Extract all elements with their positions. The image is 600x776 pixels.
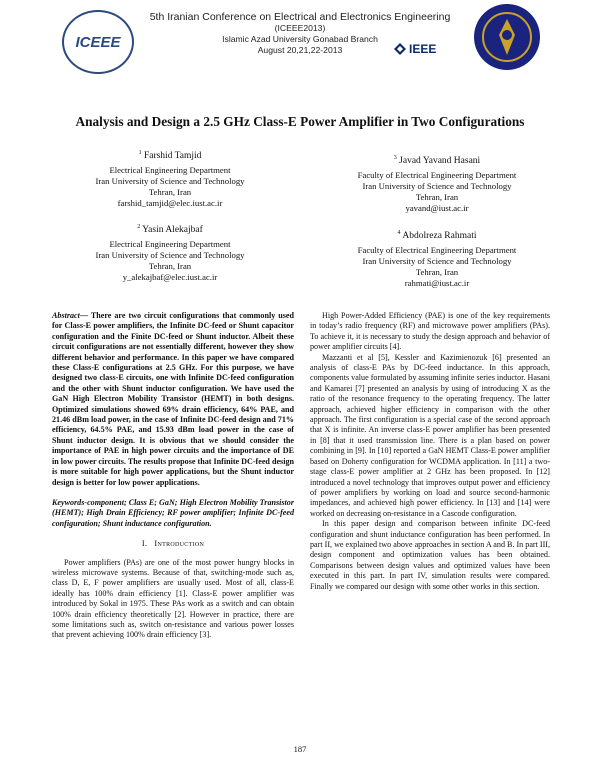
conference-acronym: (ICEEE2013) bbox=[274, 23, 326, 33]
body-paragraph: Power amplifiers (PAs) are one of the most power hungry blocks in wireless microwave systems. Because of that, switching-mode such as, class D, E, F power amplifiers are usually used. Most of all, class-E ideally has 100% drain efficiency [1]. Class-E power amplifier was introduced by Sokal in 1975. These PAs work as a switch and can obtain 100% drain efficiency theoretically [2]. However in practice, there are some limitations such as, switch on-resistance and various power losses that prevent achieving 100% drain efficiency [3]. bbox=[52, 557, 294, 640]
ieee-logo: IEEE bbox=[394, 42, 436, 56]
right-column bbox=[310, 311, 550, 592]
page-number: 187 bbox=[293, 744, 307, 754]
conference-venue: Islamic Azad University Gonabad Branch bbox=[222, 34, 378, 44]
body-paragraph: High Power-Added Efficiency (PAE) is one of the key requirements in today’s radio frequency (RF) and microwave power amplifiers (PAs). To achieve it, it is necessary to study the design approach and behavior of power amplifier circuits [4]. bbox=[310, 311, 550, 352]
author-univ: Iran University of Science and Technology bbox=[362, 256, 512, 267]
author-email: y_alekajbaf@elec.iust.ac.ir bbox=[122, 272, 218, 283]
ieee-diamond-icon bbox=[394, 43, 406, 55]
author-dept: Electrical Engineering Department bbox=[109, 239, 231, 250]
keywords: Keywords-component; Class E; GaN; High Electron Mobility Transistor (HEMT); High Drain Efficiency; RF power amplifier; Infinite DC-feed configuration; Shunt inductance configuration. bbox=[52, 497, 294, 528]
author-dept: Faculty of Electrical Engineering Department bbox=[357, 170, 517, 181]
conference-header bbox=[0, 0, 600, 95]
author-univ: Iran University of Science and Technology bbox=[95, 250, 245, 261]
author-univ: Iran University of Science and Technology bbox=[95, 176, 245, 187]
author-name: $^1$ Farshid Tamjid bbox=[138, 150, 202, 162]
conference-name: 5th Iranian Conference on Electrical and Electronics Engineering bbox=[149, 11, 451, 23]
author-city: Tehran, Iran bbox=[415, 267, 459, 278]
body-paragraph: In this paper design and comparison between infinite DC-feed configuration and shunt inductance configuration has been performed. In part II, we explained two above approaches in section A and B. In part III, design component and optimization values has been obtained. Comparisons between design values and optimized values have been executed in this part. In part IV, simulation results were compared. Finally we compared our design with some other works in this section. bbox=[310, 519, 550, 591]
paper-title: Analysis and Design a 2.5 GHz Class-E Power Amplifier in Two Configurations bbox=[75, 114, 525, 129]
author-city: Tehran, Iran bbox=[148, 261, 192, 272]
author-name: $^3$ Javad Yavand Hasani bbox=[393, 155, 481, 167]
author-city: Tehran, Iran bbox=[148, 187, 192, 198]
abstract: Abstract— There are two circuit configurations that commonly used for Class-E power amplifiers, the Infinite DC-feed or Shunt capacitor configuration and the Finite DC-feed or Shunt inductor. Albeit these circuit configurations are not essentially different, however they show different behavior and performance. In this paper we have compared these Class-E configurations at 2.5 GHz. For this purpose, we have designed two class-E circuits, one with Infinite DC-feed configuration and the other with Shunt inductor configuration. We have used the GaN High Electron Mobility Transistor (HEMT) in both designs. Optimized simulations showed 69% drain efficiency, 64% PAE, and 21.46 dBm load power, in the case of Infinite DC-feed design and 71% efficiency, 64.5% PAE, and 15.93 dBm load power in the case of Shunt inductor design. It is obvious that we should consider the importance of PAE in high power circuits and the importance of DE in low power circuits. The results propose that Infinite DC-feed design is more suitable for high power applications, but the Shunt inductor design is better for low power applications. bbox=[52, 311, 294, 487]
author-dept: Electrical Engineering Department bbox=[109, 165, 231, 176]
left-column bbox=[52, 311, 294, 641]
iceee-logo: ICEEE bbox=[62, 10, 134, 74]
author-email: farshid_tamjid@elec.iust.ac.ir bbox=[117, 198, 223, 209]
author-block bbox=[322, 153, 552, 214]
university-emblem-icon bbox=[474, 4, 540, 70]
author-block bbox=[70, 148, 270, 209]
author-city: Tehran, Iran bbox=[415, 192, 459, 203]
section-heading: I. Introduction bbox=[141, 539, 205, 549]
author-block bbox=[322, 228, 552, 289]
author-email: rahmati@iust.ac.ir bbox=[404, 278, 470, 289]
author-block bbox=[70, 222, 270, 283]
author-univ: Iran University of Science and Technology bbox=[362, 181, 512, 192]
author-email: yavand@iust.ac.ir bbox=[405, 203, 469, 214]
author-dept: Faculty of Electrical Engineering Department bbox=[357, 245, 517, 256]
conference-dates: August 20,21,22-2013 bbox=[257, 45, 343, 55]
author-name: $^4$ Abdolreza Rahmati bbox=[397, 230, 477, 242]
body-paragraph: Mazzanti et al [5], Kessler and Kazimienozuk [6] presented an analysis of class-E PAs by DC-feed inductance. In this approach, components value formulated by assuming infinite series inductor. Hasani and Kamarei [7] presented an analysis by using of introducing X as the ratio of the resonance frequency to the operating frequency. The latter approach, achieved higher efficiency in comparison with the other approach. The first configuration is a special case of the second approach that X is infinite. An inverse class-E power amplifier has been presented in [8] that it used transmission line. There is a plan based on power combining in [9]. In [10] reported a GaN HEMT Class-E power amplifier based on Doherty configuration for WCDMA application. In [11] a two-stage class-E power amplifier at 2 GHz has been proposed. In [12] introduced a novel technology that improves output power and efficiency of power amplifiers by working on load and source second-harmonic impedances, and achieved high power efficiency. In [13] and [14] were worked on decreasing on-resistance in a Cascode configuration. bbox=[310, 352, 550, 518]
author-name: $^2$ Yasin Alekajbaf bbox=[137, 224, 203, 236]
